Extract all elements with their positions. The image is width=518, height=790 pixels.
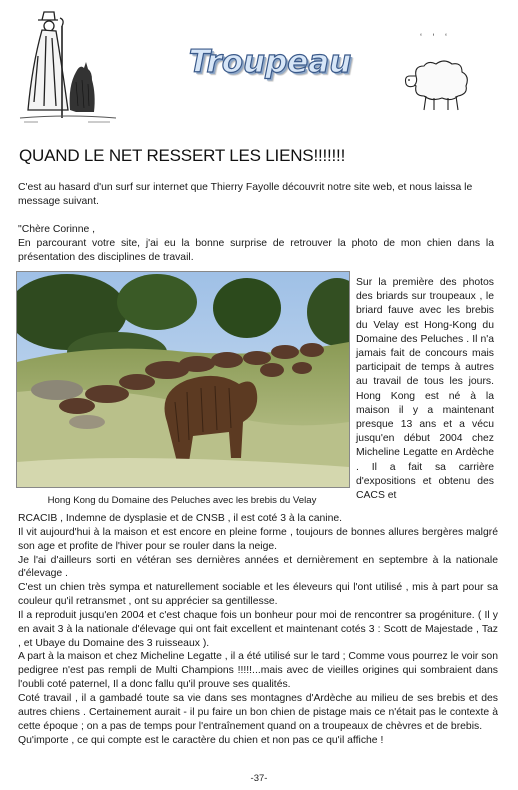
lower-paragraph: Il a reproduit jusqu'en 2004 et c'est chaque fois un bonheur pour moi de rencontrer sa progéniture. ( Il y en avait 3 à la nationale d'élevage qui ont fait excellent et maintenant cotés 3 : Scott de Majestade , Taz , et Ubaye du Domaine des 3 ruisseaux ). <box>18 609 498 649</box>
letter-paragraph-1: En parcourant votre site, j'ai eu la bonne surprise de retrouver la photo de mon chien dans la présentation des disciplines de travail. <box>18 238 494 264</box>
section-banner-title: Troupeau <box>188 44 352 80</box>
lower-paragraph: C'est un chien très sympa et naturellement sociable et les éleveurs qui l'ont utilisé , mis à part pour sa couleur qu'il retransmet , ont su apprécier sa gentillesse. <box>18 582 498 608</box>
shepherd-with-dog-illustration <box>18 6 118 126</box>
side-column-text: Sur la première des photos des briards sur troupeaux , le briard fauve avec les brebis du Velay est Hong-Kong du Domaine des Peluches . Il n'a jamais fait de concours mais participait de temps à autres au travail de tous les jours. Hong Kong est né à la maison il y a maintenant presque 13 ans et a vécu jusqu'en début 2004 chez Micheline Legatte en Ardèche . Il a fait sa carrière d'expositions et obtenu des CACS et <box>356 277 494 502</box>
lower-text-block <box>18 512 498 747</box>
birds-decoration: ‘ ‘ ‘ <box>420 32 451 42</box>
lower-paragraph: A part à la maison et chez Micheline Legatte , il a été utilisé sur le tard ; Comme vous pourrez le voir son pedigree n'est pas rempli de Multi Champions !!!!!...mais avec de vieilles origines qui sombraient dans l'oubli coté paternel, Il a donc fallu qu'il prouve ses qualités. <box>18 651 498 691</box>
article-headline: QUAND LE NET RESSERT LES LIENS!!!!!!! <box>19 146 346 165</box>
intro-paragraph: C'est au hasard d'un surf sur internet que Thierry Fayolle découvrit notre site web, et nous laissa le message suivant. <box>18 182 473 208</box>
lower-paragraph: Qu'importe , ce qui compte est le caractère du chien et non pas ce qu'il affiche ! <box>18 734 384 746</box>
page-number: -37- <box>250 773 268 784</box>
lower-paragraph: RCACIB , Indemne de dysplasie et de CNSB , il est coté 3 à la canine. <box>18 513 343 524</box>
lower-paragraph: Je l'ai d'ailleurs sorti en vétéran ses dernières années et dernièrement en septembre à la nationale d'élevage . <box>18 554 498 580</box>
letter-salutation: "Chère Corinne , <box>18 224 96 235</box>
dog-with-sheep-photo <box>16 271 350 488</box>
lower-paragraph: Il vit aujourd'hui à la maison et est encore en pleine forme , toujours de bonnes allures bergères malgré son age et profite de l'hiver pour se rouler dans la neige. <box>18 526 498 552</box>
lower-paragraph: Coté travail , il a gambadé toute sa vie dans ses montagnes d'Ardèche au milieu de ses brebis et des autres chiens . Certainement aurait - il pu faire un bon chien de pistage mais ce n'était pas le contexte à cette époque ; on a pas de temps pour l'entraînement quand on a troupeaux de chèvres et de brebis. <box>18 692 498 732</box>
sheep-illustration <box>402 58 476 112</box>
photo-caption: Hong Kong du Domaine des Peluches avec les brebis du Velay <box>47 495 317 506</box>
photo-image <box>17 272 349 487</box>
